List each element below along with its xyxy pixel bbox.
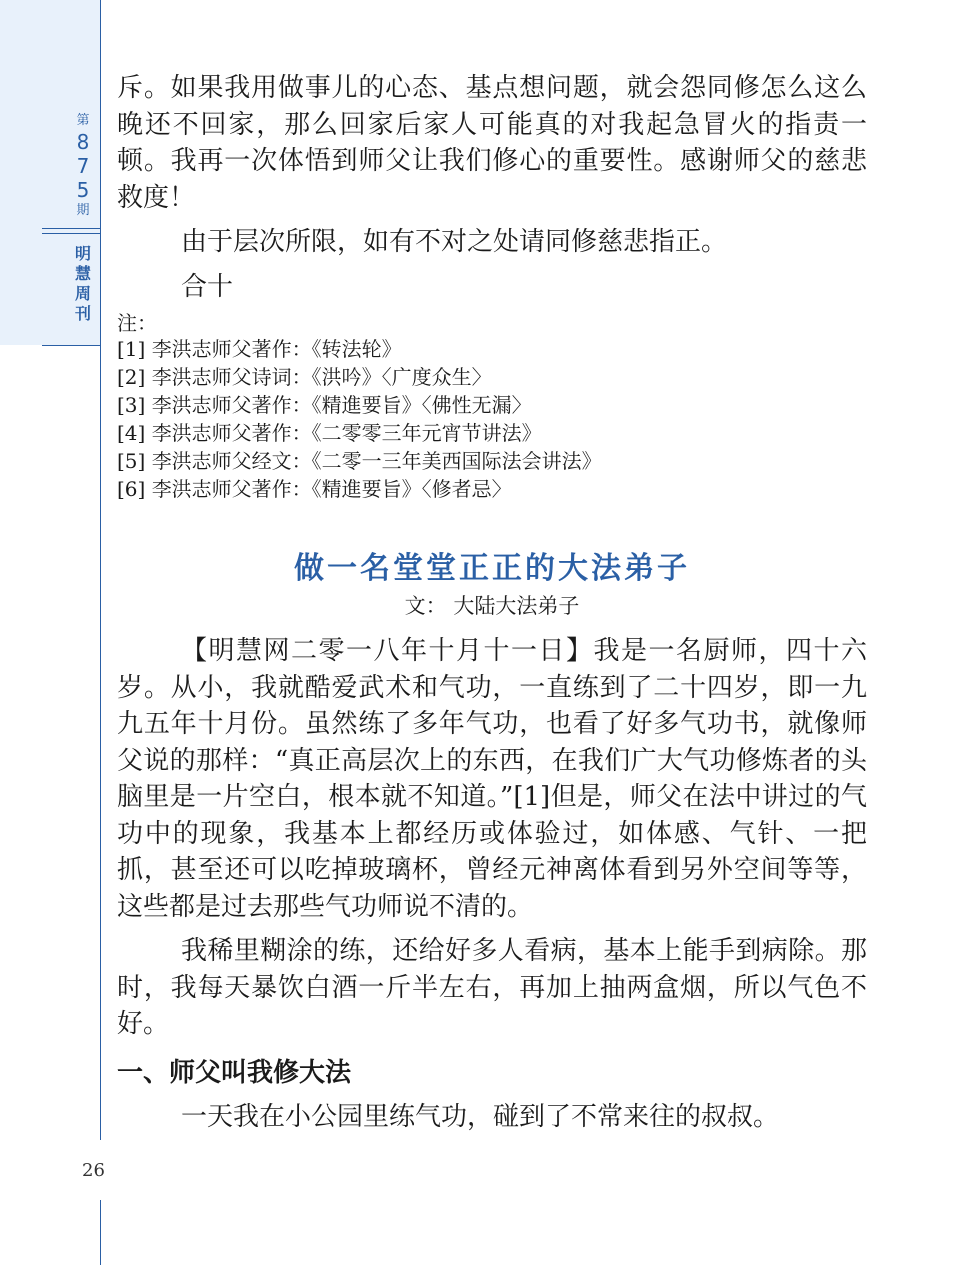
article-title: 做一名堂堂正正的大法弟子: [294, 551, 690, 586]
sidebar-bottom-rule: [42, 345, 100, 346]
note-item: [1] 李洪志师父著作：《转法轮》: [117, 337, 402, 361]
issue-digit: 8: [76, 130, 90, 154]
issue-suffix: 期: [76, 203, 90, 218]
prev-article-closing: 合十: [181, 271, 234, 302]
note-item: [5] 李洪志师父经文：《二零一三年美西国际法会讲法》: [117, 449, 602, 473]
note-item: [2] 李洪志师父诗词：《洪吟》〈广度众生〉: [117, 365, 492, 389]
article-paragraph: 我稀里糊涂的练，还给好多人看病，基本上能手到病除。那时，我每天暴饮白酒一斤半左右，再加上抽两盒烟，所以气色不好。: [117, 936, 867, 1039]
issue-digit: 7: [76, 154, 90, 178]
section-paragraph: 一天我在小公园里练气功，碰到了不常来往的叔叔。: [181, 1101, 780, 1132]
note-item: [4] 李洪志师父著作：《二零零三年元宵节讲法》: [117, 421, 542, 445]
magazine-char: 明: [74, 244, 91, 263]
sidebar-divider-thin: [42, 233, 100, 234]
magazine-char: 刊: [74, 304, 91, 323]
note-item: [6] 李洪志师父著作：《精進要旨》〈修者忌〉: [117, 477, 512, 501]
magazine-name: [66, 244, 100, 324]
page-content: [117, 70, 867, 1135]
note-item: [3] 李洪志师父著作：《精進要旨》〈佛性无漏〉: [117, 393, 532, 417]
page-number: 26: [82, 1160, 105, 1181]
margin-line: [100, 0, 101, 1140]
notes-heading: 注：: [117, 311, 157, 335]
article-byline: 文： 大陆大法弟子: [404, 594, 580, 618]
issue-digit: 5: [76, 178, 90, 202]
prev-article-paragraph: 由于层次所限，如有不对之处请同修慈悲指正。: [181, 227, 728, 257]
margin-line-bottom: [100, 1200, 101, 1265]
article-paragraph: 【明慧网二零一八年十月十一日】我是一名厨师，四十六岁。从小，我就酷爱武术和气功，一直练到了二十四岁，即一九九五年十月份。虽然练了多年气功，也看了好多气功书，就像师父说的那样：“真正高层次上的东西，在我们广大气功修炼者的头脑里是一片空白，根本就不知道。”[1]但是，师父在法中讲过的气功中的现象，我基本上都经历或体验过，如体感、气针、一把抓，甚至还可以吃掉玻璃杯，曾经元神离体看到另外空间等等，这些都是过去那些气功师说不清的。: [117, 636, 867, 922]
sidebar-divider: [42, 228, 100, 229]
section-heading: 一、师父叫我修大法: [117, 1057, 352, 1088]
magazine-char: 周: [74, 284, 91, 303]
issue-number: [66, 112, 100, 220]
issue-prefix: 第: [76, 113, 90, 128]
prev-article-paragraph: 斥。如果我用做事儿的心态、基点想问题，就会怨同修怎么这么晚还不回家，那么回家后家人可能真的对我起急冒火的指责一顿。我再一次体悟到师父让我们修心的重要性。感谢师父的慈悲救度！: [117, 73, 867, 213]
magazine-char: 慧: [74, 264, 91, 283]
